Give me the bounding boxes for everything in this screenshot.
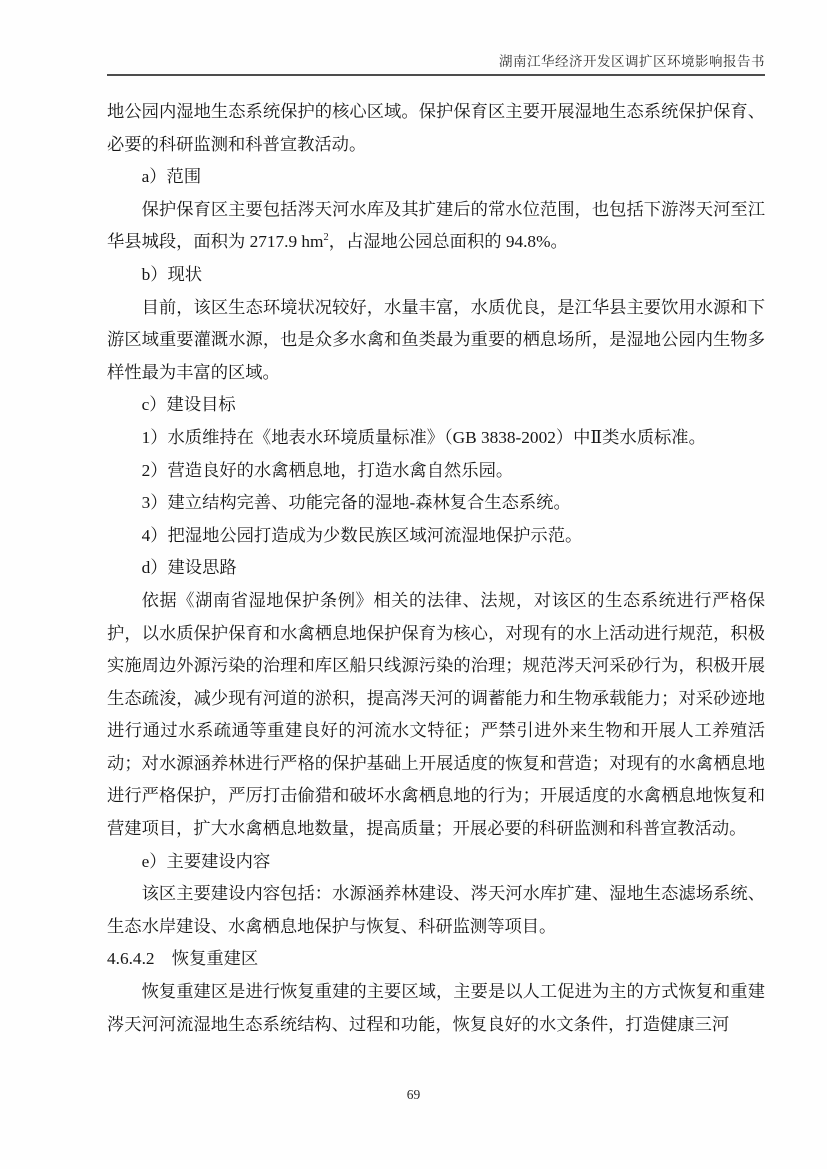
list-item-d-approach: d）建设思路 <box>141 558 237 578</box>
paragraph-approach: 依据《湖南省湿地保护条例》相关的法律、法规，对该区的生态系统进行严格保护，以水质保护保育和水禽栖息地保护保育为核心，对现有的水上活动进行规范，积极实施周边外源污染的治理和库区船只线源污染的治理；规范涔天河采砂行为，积极开展生态疏浚，减少现有河道的淤积，提高涔天河的调蓄能力和生物承载能力；对采砂迹地进行通过水系疏通等重建良好的河流水文特征；严禁引进外来生物和开展人工养殖活动；对水源涵养林进行严格的保护基础上开展适度的恢复和营造；对现有的水禽栖息地进行严格保护，严厉打击偷猎和破坏水禽栖息地的行为；开展适度的水禽栖息地恢复和营建项目，扩大水禽栖息地数量，提高质量；开展必要的科研监测和科普宣教活动。 <box>107 590 765 839</box>
paragraph-intro-continuation: 地公园内湿地生态系统保护的核心区域。保护保育区主要开展湿地生态系统保护保育、必要的科研监测和科普宣教活动。 <box>107 102 765 154</box>
document-body <box>107 96 765 1041</box>
paragraph-status: 目前，该区生态环境状况较好，水量丰富，水质优良，是江华县主要饮用水源和下游区域重要灌溉水源，也是众多水禽和鱼类最为重要的栖息场所，是湿地公园内生物多样性最为丰富的区域。 <box>107 297 765 382</box>
list-item-e-construction: e）主要建设内容 <box>141 851 271 871</box>
paragraph-scope <box>107 194 765 259</box>
goal-item-2: 2）营造良好的水禽栖息地，打造水禽自然乐园。 <box>141 460 514 480</box>
goal-item-1: 1）水质维持在《地表水环境质量标准》（GB 3838-2002）中Ⅱ类水质标准。 <box>141 427 706 447</box>
goal-item-4: 4）把湿地公园打造成为少数民族区域河流湿地保护示范。 <box>141 525 583 545</box>
paragraph-scope-text-after: ，占湿地公园总面积的 94.8%。 <box>328 232 568 252</box>
paragraph-restore-zone: 恢复重建区是进行恢复重建的主要区域，主要是以人工促进为主的方式恢复和重建涔天河河流湿地生态系统结构、过程和功能，恢复良好的水文条件，打造健康三河 <box>107 982 765 1034</box>
paragraph-construction: 该区主要建设内容包括：水源涵养林建设、涔天河水库扩建、湿地生态滤场系统、生态水岸建设、水禽栖息地保护与恢复、科研监测等项目。 <box>107 884 765 936</box>
page-footer <box>0 1087 827 1103</box>
list-item-a-scope: a）范围 <box>141 167 202 187</box>
paragraph-scope-text: 保护保育区主要包括涔天河水库及其扩建后的常水位范围，也包括下游涔天河至江华县城段，面积为 2717.9 hm <box>107 199 765 252</box>
header-title: 湖南江华经济开发区调扩区环境影响报告书 <box>499 54 765 69</box>
section-heading-4-6-4-2: 4.6.4.2 恢复重建区 <box>107 949 259 969</box>
page-number: 69 <box>406 1087 421 1102</box>
goal-item-3: 3）建立结构完善、功能完备的湿地-森林复合生态系统。 <box>141 493 571 513</box>
list-item-c-goals: c）建设目标 <box>141 395 236 415</box>
page-header <box>107 52 765 76</box>
superscript-square: 2 <box>323 232 329 244</box>
list-item-b-status: b）现状 <box>141 264 203 284</box>
